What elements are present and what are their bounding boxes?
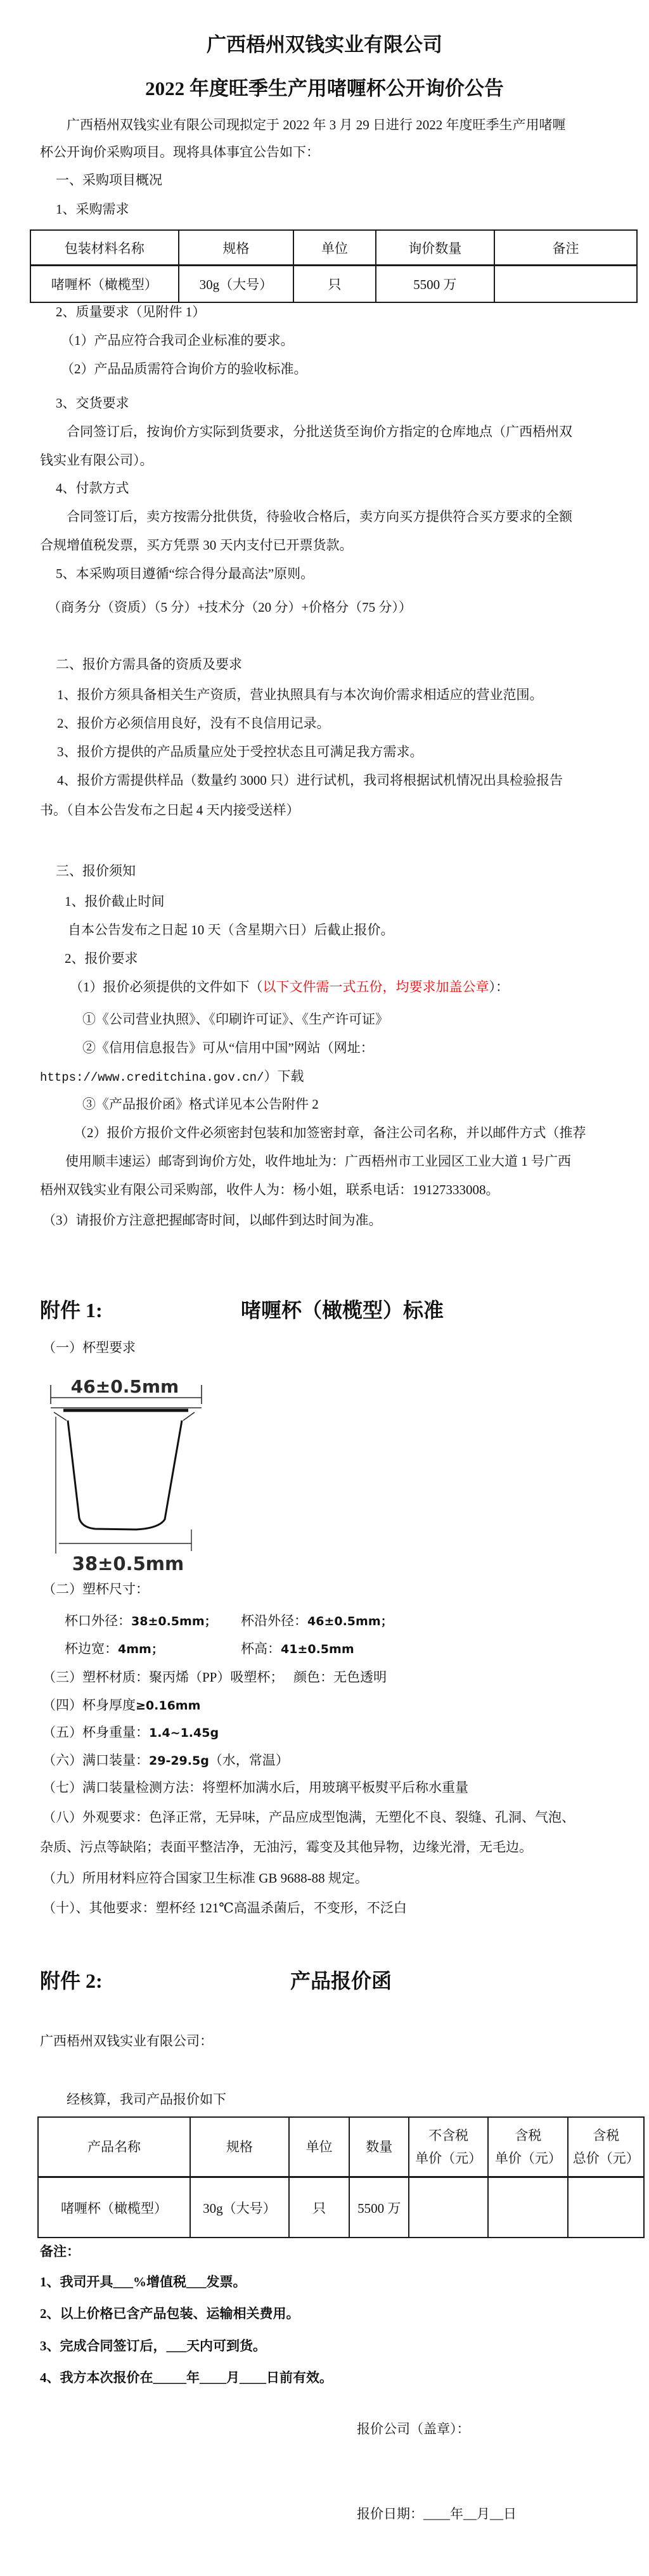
dim-edge-width: [65, 1639, 164, 1659]
dim-label: 杯高：: [241, 1641, 281, 1656]
quote-salutation: 广西梧州双钱实业有限公司：: [40, 2033, 213, 2049]
intro-paragraph-line: 杯公开询价采购项目。现将具体事宜公告如下：: [40, 145, 319, 160]
note-item: 1、我司开具___%增值税___发票。: [40, 2274, 247, 2289]
spec-label: （六）满口装量：: [42, 1753, 149, 1768]
section1-item2: 2、质量要求（见附件 1）: [56, 304, 206, 319]
quote-table-header-cell: 数量: [349, 2117, 409, 2177]
delivery-paragraph-line: 钱实业有限公司）。: [40, 453, 153, 468]
deadline-text: 自本公告发布之日起 10 天（含星期六日）后截止报价。: [68, 922, 394, 937]
section2-item4-line: 4、报价方需提供样品（数量约 3000 只）进行试机，我司将根据试机情况出具检验报告: [57, 773, 563, 788]
spec-appearance-line: （八）外观要求：色泽正常，无异味，产品应成型饱满，无塑化不良、裂缝、孔洞、气泡、: [42, 1810, 575, 1825]
note-item: 3、完成合同签订后，___天内可到货。: [40, 2338, 266, 2354]
mailing-requirement-line: （2）报价方报价文件必须密封包装和加签密封章，备注公司名称，并以邮件方式（推荐: [74, 1125, 586, 1140]
demand-table-cell: [494, 266, 637, 303]
cup-requirement-heading: （一）杯型要求: [42, 1340, 136, 1355]
spec-material: （三）塑杯材质：聚丙烯（PP）吸塑杯； 颜色：无色透明: [42, 1670, 387, 1685]
mailing-requirement-line: 使用顺丰速运）邮寄到询价方处，收件地址为：广西梧州市工业园区工业大道 1 号广西: [65, 1154, 571, 1169]
section1-item5: 5、本采购项目遵循“综合得分最高法”原则。: [56, 566, 314, 581]
spec-capacity-method: （七）满口装量检测方法：将塑杯加满水后，用玻璃平板熨平后称水重量: [42, 1780, 468, 1795]
demand-table-header-row: [30, 230, 637, 266]
dim-value: 41±0.5mm: [281, 1642, 354, 1656]
note-item: 4、我方本次报价在_____年____月____日前有效。: [40, 2370, 333, 2385]
quote-table-header-cell: 产品名称: [38, 2117, 190, 2177]
demand-table-header-cell: 单位: [293, 230, 375, 266]
cup-bottom-dimension-label: 38±0.5mm: [72, 1553, 184, 1575]
payment-paragraph-line: 合规增值税发票，买方凭票 30 天内支付已开票货款。: [40, 538, 353, 553]
dim-label: 杯口外径：: [65, 1613, 131, 1628]
document-item-1: ①《公司营业执照》、《印刷许可证》、《生产许可证》: [82, 1012, 389, 1027]
demand-table-cell: 5500 万: [376, 266, 495, 303]
cup-body-outline: [68, 1420, 182, 1530]
dim-cup-height: [241, 1639, 354, 1659]
dim-label: 杯边宽：: [65, 1641, 118, 1656]
spec-appearance-line: 杂质、污点等缺陷；表面平整洁净，无油污，霉变及其他异物，边缘光滑，无毛边。: [40, 1839, 532, 1855]
demand-table-cell: 30g（大号）: [179, 266, 294, 303]
section2-item1: 1、报价方须具备相关生产资质，营业执照具有与本次询价需求相适应的营业范围。: [57, 687, 543, 702]
quote-table-header-cell: [409, 2117, 488, 2177]
attachment1-label: 附件 1:: [40, 1299, 103, 1322]
document-item-2: ②《信用信息报告》可从“信用中国”网站（网址：: [82, 1040, 374, 1055]
demand-table-cell: 只: [293, 266, 375, 303]
attachment2-title: 产品报价函: [290, 1969, 392, 1992]
spec-capacity: [42, 1751, 289, 1770]
spec-thickness: [42, 1696, 200, 1715]
spec-weight: [42, 1723, 219, 1742]
dim-value: 46±0.5mm；: [307, 1614, 393, 1628]
quote-table-header-cell: [488, 2117, 568, 2177]
demand-table-header-cell: 备注: [494, 230, 637, 266]
section3-item1: 1、报价截止时间: [65, 894, 165, 909]
attachment1-title: 啫喱杯（橄榄型）标准: [241, 1299, 444, 1322]
cup-size-heading: （二）塑杯尺寸：: [42, 1581, 149, 1597]
dim-value: 38±0.5mm；: [131, 1614, 217, 1628]
credit-china-url-line: [40, 1067, 304, 1087]
quote-table-header-cell: [568, 2117, 644, 2177]
dim-mouth-diameter: [65, 1611, 217, 1631]
cup-diagram: [29, 1366, 219, 1578]
required-documents-line: [70, 977, 509, 996]
quote-table-header-cell: 规格: [190, 2117, 289, 2177]
sign-date-line: 报价日期：____年__月__日: [357, 2506, 517, 2521]
quote-table-cell: 30g（大号）: [190, 2177, 289, 2238]
demand-table-row: [30, 266, 637, 303]
quote-table-row: [38, 2177, 644, 2238]
section3-heading: 三、报价须知: [56, 863, 136, 879]
section1-item1: 1、采购需求: [56, 202, 129, 217]
section1-item2-sub1: （1）产品应符合我司企业标准的要求。: [61, 333, 294, 348]
demand-table: [30, 229, 638, 301]
dim-value: 4mm；: [118, 1642, 164, 1656]
section1-heading: 一、采购项目概况: [56, 172, 162, 188]
section2-item4-line: 书。（自本公告发布之日起 4 天内接受送样）: [40, 802, 300, 818]
spec-label: （四）杯身厚度: [42, 1697, 136, 1713]
spec-note: （水，常温）: [209, 1753, 289, 1768]
section3-item2: 2、报价要求: [65, 951, 138, 966]
quote-table-cell: [488, 2177, 568, 2238]
mailing-requirement-line: 梧州双钱实业有限公司采购部，收件人为：杨小姐，联系电话：19127333008。: [40, 1182, 499, 1197]
demand-table-header-cell: 询价数量: [376, 230, 495, 266]
header-line: 不含税: [428, 2128, 469, 2143]
demand-table-header-cell: 规格: [179, 230, 294, 266]
score-formula: （商务分（资质）（5 分）+技术分（20 分）+价格分（75 分））: [48, 600, 412, 615]
payment-paragraph-line: 合同签订后，卖方按需分批供货，待验收合格后，卖方向买方提供符合买方要求的全额: [67, 509, 572, 524]
cup-top-dimension-label: 46±0.5mm: [70, 1376, 179, 1397]
quote-intro: 经核算，我司产品报价如下: [67, 2092, 226, 2107]
document-item-3: ③《产品报价函》格式详见本公告附件 2: [82, 1097, 319, 1112]
notes-heading: 备注：: [40, 2244, 80, 2259]
header-line: 含税: [593, 2128, 620, 2143]
demand-table-cell: 啫喱杯（橄榄型）: [30, 266, 179, 303]
notice-title: 2022 年度旺季生产用啫喱杯公开询价公告: [145, 77, 504, 100]
section2-item3: 3、报价方提供的产品质量应处于受控状态且可满足我方需求。: [57, 744, 423, 759]
quote-table-cell: 啫喱杯（橄榄型）: [38, 2177, 190, 2238]
section2-heading: 二、报价方需具备的资质及要求: [56, 657, 242, 672]
header-line: 单价（元）: [415, 2151, 482, 2166]
cup-lip-right: [183, 1412, 195, 1420]
section2-item2: 2、报价方必须信用良好，没有不良信用记录。: [57, 716, 330, 731]
demand-table-header-cell: 包装材料名称: [30, 230, 179, 266]
attachment2-label: 附件 2:: [40, 1969, 103, 1992]
quote-table-header-cell: 单位: [289, 2117, 350, 2177]
quote-table-cell: 5500 万: [349, 2177, 409, 2238]
spec-label: （五）杯身重量：: [42, 1725, 149, 1740]
quote-table-cell: 只: [289, 2177, 350, 2238]
header-line: 含税: [515, 2128, 542, 2143]
spec-other-requirements: （十）、其他要求：塑杯经 121℃高温杀菌后，不变形，不泛白: [42, 1900, 407, 1916]
quote-table-cell: [409, 2177, 488, 2238]
quote-table-cell: [568, 2177, 644, 2238]
req-red-note: 以下文件需一式五份，均要求加盖公章: [262, 979, 489, 995]
spec-hygiene-standard: （九）所用材料应符合国家卫生标准 GB 9688-88 规定。: [42, 1871, 368, 1886]
spec-value: 29-29.5g: [149, 1754, 209, 1768]
section1-item2-sub2: （2）产品品质需符合询价方的验收标准。: [61, 361, 307, 377]
quote-table: [37, 2116, 645, 2236]
header-line: 总价（元）: [572, 2151, 639, 2166]
section3-item3: （3）请报价方注意把握邮寄时间，以邮件到达时间为准。: [42, 1213, 382, 1228]
delivery-paragraph-line: 合同签订后，按询价方实际到货要求，分批送货至询价方指定的仓库地点（广西梧州双: [67, 424, 572, 439]
req-suffix: ）：: [489, 979, 509, 995]
dim-label: 杯沿外径：: [241, 1613, 307, 1628]
sign-company-line: 报价公司（盖章）：: [357, 2421, 470, 2437]
req-prefix: （1）报价必须提供的文件如下（: [70, 979, 263, 995]
spec-value: 1.4~1.45g: [149, 1726, 219, 1740]
credit-china-url: https://www.creditchina.gov.cn/: [40, 1071, 264, 1085]
company-title: 广西梧州双钱实业有限公司: [207, 34, 442, 56]
section1-item3: 3、交货要求: [56, 396, 129, 411]
spec-value: ≥0.16mm: [136, 1699, 201, 1713]
intro-paragraph-line: 广西梧州双钱实业有限公司现拟定于 2022 年 3 月 29 日进行 2022 年度旺季生产用啫喱: [67, 117, 566, 132]
dim-rim-diameter: [241, 1611, 393, 1631]
header-line: 单价（元）: [494, 2151, 562, 2166]
note-item: 2、以上价格已含产品包装、运输相关费用。: [40, 2306, 300, 2321]
url-suffix: ）下载: [264, 1069, 304, 1084]
quote-table-header-row: [38, 2117, 644, 2177]
section1-item4: 4、付款方式: [56, 480, 129, 496]
